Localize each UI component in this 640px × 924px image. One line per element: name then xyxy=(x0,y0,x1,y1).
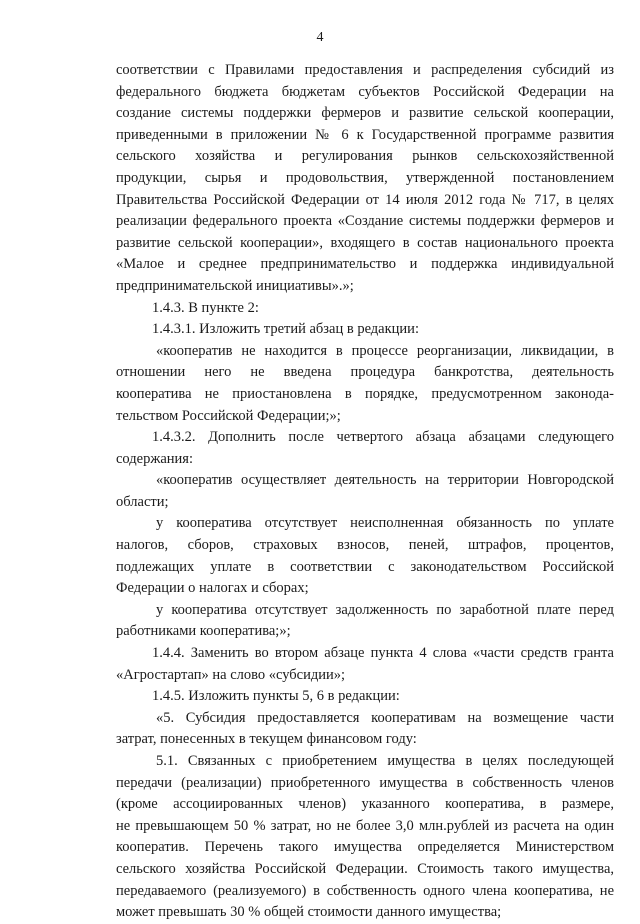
text-line: 5.1. Связанных с приобретением имущества в целях последующей xyxy=(156,753,614,769)
text-line: содержания: xyxy=(116,450,194,467)
text-line: «кооператив не находится в процессе реорганизации, ликвидации, в xyxy=(156,342,614,359)
text-line: 1.4.5. Изложить пункты 5, 6 в редакции: xyxy=(152,688,400,705)
text-line: федерального бюджета бюджетам субъектов Российской Федерации на xyxy=(116,83,614,100)
text-line: кооператив. Перечень такого имущества определяется Министерством xyxy=(116,839,614,856)
text-line: сельского хозяйства Российской Федерации. Стоимость такого имущества, xyxy=(116,860,614,877)
text-line: передачи (реализации) приобретенного имущества в собственность членов xyxy=(116,774,614,791)
text-line: создание системы поддержки фермеров и развитие сельской кооперации, xyxy=(116,105,614,122)
text-line: налогов, сборов, страховых взносов, пеней, штрафов, процентов, xyxy=(116,537,614,554)
text-line: 1.4.3.2. Дополнить после четвертого абзаца абзацами следующего xyxy=(152,429,614,446)
text-line: работниками кооператива;»; xyxy=(116,623,291,640)
text-line: «5. Субсидия предоставляется кооперативам на возмещение части xyxy=(156,709,614,726)
text-line: области; xyxy=(116,493,169,510)
text-line: подлежащих уплате в соответствии с законодательством Российской xyxy=(116,558,614,575)
text-line: у кооператива отсутствует неисполненная обязанность по уплате xyxy=(156,515,614,532)
text-line: 1.4.4. Заменить во втором абзаце пункта 4 слова «части средств гранта xyxy=(152,645,614,662)
text-line: передаваемого (реализуемого) в собственность одного члена кооператива, не xyxy=(116,882,614,899)
text-line: может превышать 30 % общей стоимости данного имущества; xyxy=(116,904,502,921)
document-body xyxy=(116,60,614,924)
text-line: (кроме ассоциированных членов) указанного кооператива, в размере, xyxy=(116,796,614,813)
text-line: продукции, сырья и продовольствия, утвержденной постановлением xyxy=(116,169,614,186)
text-line: тельством Российской Федерации;»; xyxy=(116,407,341,424)
text-line: не превышающем 50 % затрат, но не более 3,0 млн.рублей из расчета на один xyxy=(116,817,614,834)
text-line: 1.4.3.1. Изложить третий абзац в редакции: xyxy=(152,321,419,338)
text-line: затрат, понесенных в текущем финансовом году: xyxy=(116,731,417,748)
text-line: у кооператива отсутствует задолженность по заработной плате перед xyxy=(156,601,614,618)
text-line: предпринимательской инициативы».»; xyxy=(116,277,354,294)
text-line: «кооператив осуществляет деятельность на территории Новгородской xyxy=(156,472,614,489)
page-number: 4 xyxy=(316,30,324,45)
text-line: кооператива не приостановлена в порядке, предусмотренном законода- xyxy=(116,385,614,402)
text-line: Федерации о налогах и сборах; xyxy=(116,580,309,597)
text-line: «Малое и среднее предпринимательство и поддержка индивидуальной xyxy=(116,256,614,273)
text-line: 1.4.3. В пункте 2: xyxy=(152,299,259,316)
text-line: соответствии с Правилами предоставления и распределения субсидий из xyxy=(116,62,614,78)
text-line: развитие сельской кооперации», входящего в состав национального проекта xyxy=(116,234,614,251)
text-line: «Агростартап» на слово «субсидии»; xyxy=(116,666,346,683)
text-line: приведенными в приложении № 6 к Государственной программе развития xyxy=(116,126,614,143)
text-line: Правительства Российской Федерации от 14 июля 2012 года № 717, в целях xyxy=(116,191,614,208)
text-line: реализации федерального проекта «Создание системы поддержки фермеров и xyxy=(116,213,614,230)
text-line: сельского хозяйства и регулирования рынков сельскохозяйственной xyxy=(116,148,614,165)
text-line: отношении него не введена процедура банкротства, деятельность xyxy=(116,364,614,381)
